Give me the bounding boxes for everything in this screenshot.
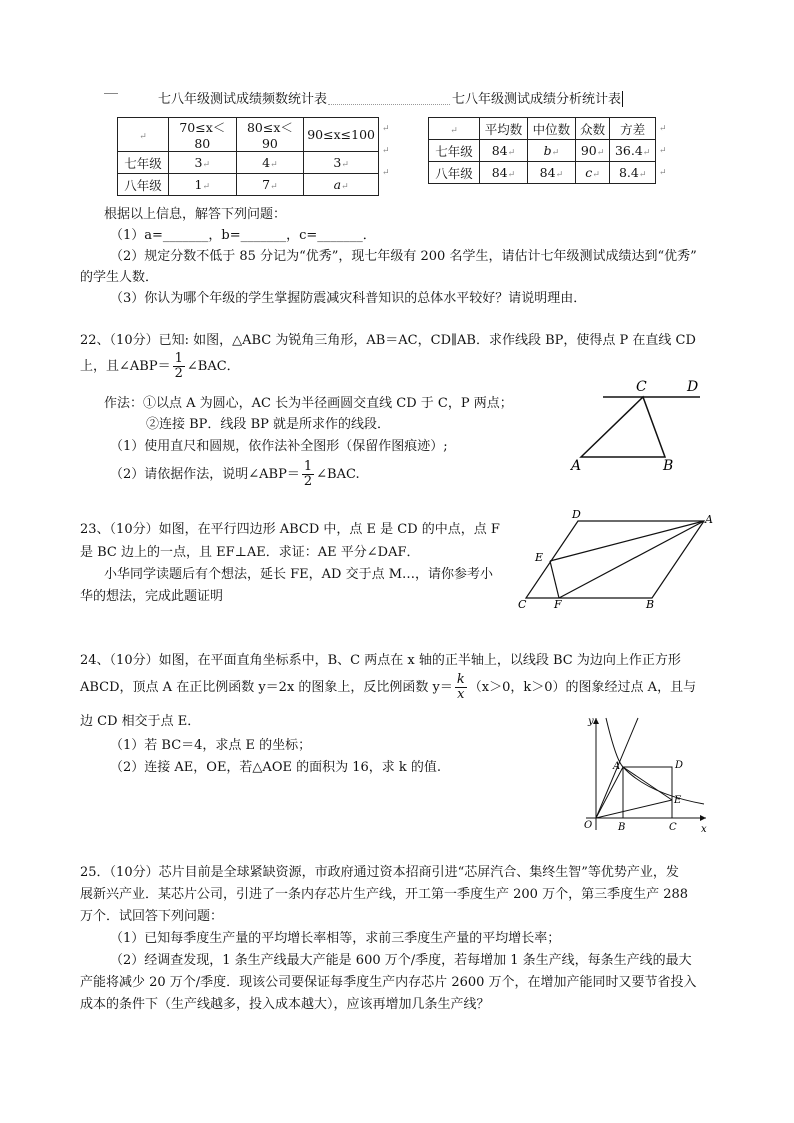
text-cursor — [622, 91, 623, 107]
point-label-f: F — [554, 598, 562, 611]
segment-ae — [623, 767, 672, 800]
q24-line2-post: （x＞0，k＞0）的图象经过点 A，且与 — [468, 680, 697, 695]
table-header-cell: 方差 — [610, 118, 656, 140]
table-cell: 3↵ — [169, 152, 237, 174]
fraction-numerator: 1 — [174, 351, 183, 366]
q25-line2: 展新兴产业．某芯片公司，引进了一条内存芯片生产线，开工第一季度生产 200 万个，第三季度生产 288 — [80, 887, 689, 902]
point-label-b: B — [618, 822, 626, 833]
q21-intro: 根据以上信息，解答下列问题： — [104, 207, 287, 222]
q25-sub2-line1: （2）经调查发现，1 条生产线最大产能是 600 万个/季度，若每增加 1 条生产线，每条生产线的最大 — [110, 953, 692, 968]
fraction-numerator: k — [456, 672, 465, 687]
point-label-c: C — [518, 598, 527, 611]
corner-mark — [104, 88, 118, 94]
q21-part1: （1）a=_______，b=_______，c=_______． — [110, 228, 376, 243]
q22-method1: 作法：①以点 A 为圆心，AC 长为半径画圆交直线 CD 于 C，P 两点； — [104, 396, 513, 411]
q22-line2 — [80, 352, 240, 382]
table-cell: 8.4↵ — [610, 162, 656, 184]
analysis-table — [428, 117, 656, 184]
table-cell: 84↵ — [480, 162, 528, 184]
table-cell: a↵ — [304, 174, 379, 196]
table-row — [118, 174, 379, 196]
q21-part2-line2: 的学生人数． — [80, 270, 159, 285]
row-end-marks-left: ↵ ↵ ↵ — [382, 124, 390, 178]
q24-line1: 24、（10分）如图，在平面直角坐标系中，B、C 两点在 x 轴的正半轴上，以线段 BC 为边向上作正方形 — [80, 653, 681, 668]
table-header-cell: 平均数 — [480, 118, 528, 140]
q22-sub1: （1）使用直尺和圆规，依作法补全图形（保留作图痕迹）; — [110, 439, 448, 454]
table-row — [429, 118, 656, 140]
q21-part2-line1: （2）规定分数不低于 85 分记为“优秀”，现七年级有 200 名学生，请估计七年级测试成绩达到“优秀” — [110, 249, 697, 264]
point-label-a: A — [571, 458, 582, 474]
table-header-cell: ↵ — [429, 118, 480, 140]
segment-af — [559, 521, 704, 598]
title-dotted-leader — [328, 104, 450, 105]
table-header-cell: 众数 — [575, 118, 609, 140]
q22-line2-pre: 上，且∠ABP＝ — [80, 359, 171, 374]
fraction-denominator: 2 — [303, 474, 313, 489]
y-axis-arrow — [593, 718, 599, 724]
table-cell: 3↵ — [304, 152, 379, 174]
point-label-a: A — [705, 513, 713, 526]
parallelogram-figure — [512, 508, 717, 613]
table-cell: 84↵ — [480, 140, 528, 162]
q24-line2 — [80, 672, 696, 704]
x-axis-arrow — [700, 815, 706, 821]
table-cell: 1↵ — [169, 174, 237, 196]
coordinate-figure — [568, 712, 713, 837]
point-label-o: O — [584, 820, 593, 831]
axis-label-x: x — [701, 824, 707, 835]
q22-line2-post: ∠BAC． — [186, 359, 240, 374]
segment-oa — [596, 767, 623, 818]
triangle-figure — [565, 370, 705, 480]
triangle-abc — [581, 397, 665, 457]
q23-line3: 小华同学读题后有个想法，延长 FE，AD 交于点 M…，请你参考小 — [104, 567, 494, 582]
q23-line4: 华的想法，完成此题证明 — [80, 589, 224, 604]
segment-ef — [550, 561, 559, 598]
q24-line2-pre: ABCD，顶点 A 在正比例函数 y＝2x 的图象上，反比例函数 y＝ — [80, 680, 453, 695]
parallelogram-abcd — [526, 521, 704, 598]
hyperbola — [606, 718, 704, 804]
point-label-e: E — [674, 795, 682, 806]
table-cell: 36.4↵ — [610, 140, 656, 162]
table-header-cell: 中位数 — [527, 118, 575, 140]
table-cell: 90↵ — [575, 140, 609, 162]
q23-line2: 是 BC 边上的一点，且 EF⊥AE．求证：AE 平分∠DAF． — [80, 545, 420, 560]
table-cell: 84↵ — [527, 162, 575, 184]
q25-sub1: （1）已知每季度生产量的平均增长率相等，求前三季度生产量的平均增长率； — [110, 931, 561, 946]
fraction — [302, 460, 314, 489]
fraction-numerator: 1 — [303, 459, 313, 474]
q24-sub2: （2）连接 AE，OE，若△AOE 的面积为 16，求 k 的值. — [110, 760, 442, 775]
q22-method2: ②连接 BP．线段 BP 就是所求作的线段． — [146, 417, 390, 432]
q21-part3: （3）你认为哪个年级的学生掌握防震减灾科普知识的总体水平较好？请说明理由． — [110, 291, 587, 306]
table-row — [118, 118, 379, 152]
table-header-cell: 80≤x＜90 — [236, 118, 304, 152]
fraction-denominator: 2 — [174, 366, 183, 381]
q24-sub1: （1）若 BC＝4，求点 E 的坐标； — [110, 738, 312, 753]
fraction-denominator: x — [457, 687, 465, 702]
q25-sub2-line3: 成本的条件下（生产线越多，投入成本越大），应该再增加几条生产线？ — [80, 997, 490, 1012]
point-label-a: A — [613, 761, 621, 772]
q25-line1: 25．（10分）芯片目前是全球紧缺资源，市政府通过资本招商引进“芯屏汽合、集终生智”等优势产业，发 — [80, 865, 679, 880]
point-label-c: C — [669, 822, 677, 833]
point-label-d: D — [675, 760, 684, 771]
q22-sub2-pre: （2）请依据作法，说明∠ABP＝ — [110, 467, 300, 482]
q22-line1: 22、（10分）已知: 如图，△ABC 为锐角三角形，AB＝AC，CD∥AB．求作线段 BP，使得点 P 在直线 CD — [80, 333, 696, 348]
row-label: 八年级 — [429, 162, 480, 184]
point-label-d: D — [687, 379, 699, 395]
row-end-marks-right: ↵ ↵ ↵ — [659, 124, 667, 178]
point-label-e: E — [535, 551, 544, 564]
segment-oe — [596, 800, 672, 818]
q25-sub2-line2: 产能将减少 20 万个/季度．现该公司要保证每季度生产内存芯片 2600 万个，在增加产能同时又要节省投入 — [80, 975, 697, 990]
table-cell: b↵ — [527, 140, 575, 162]
point-label-c: C — [636, 379, 647, 395]
q23-line1: 23、（10分）如图，在平行四边形 ABCD 中，点 E 是 CD 的中点，点 F — [80, 522, 500, 537]
row-label: 七年级 — [118, 152, 169, 174]
point-label-b: B — [663, 458, 674, 474]
fraction — [173, 352, 185, 381]
frequency-table — [117, 117, 379, 196]
table-header-cell: 90≤x≤100 — [304, 118, 379, 152]
q24-line3: 边 CD 相交于点 E． — [80, 714, 201, 729]
table-row — [118, 152, 379, 174]
table-row — [429, 140, 656, 162]
table-cell: 7↵ — [236, 174, 304, 196]
table-cell: 4↵ — [236, 152, 304, 174]
fraction — [455, 673, 467, 702]
right-table-title: 七八年级测试成绩分析统计表 — [452, 92, 622, 107]
left-table-title: 七八年级测试成绩频数统计表 — [158, 92, 328, 107]
point-label-b: B — [646, 598, 655, 611]
table-header-cell: ↵ — [118, 118, 169, 152]
table-row — [429, 162, 656, 184]
q25-line3: 万个．试回答下列问题： — [80, 909, 224, 924]
row-label: 八年级 — [118, 174, 169, 196]
table-cell: c↵ — [575, 162, 609, 184]
axis-label-y: y — [588, 716, 594, 727]
table-header-cell: 70≤x＜80 — [169, 118, 237, 152]
point-label-d: D — [572, 508, 581, 521]
row-label: 七年级 — [429, 140, 480, 162]
q22-sub2-post: ∠BAC. — [316, 467, 360, 482]
q22-sub2 — [110, 460, 360, 490]
